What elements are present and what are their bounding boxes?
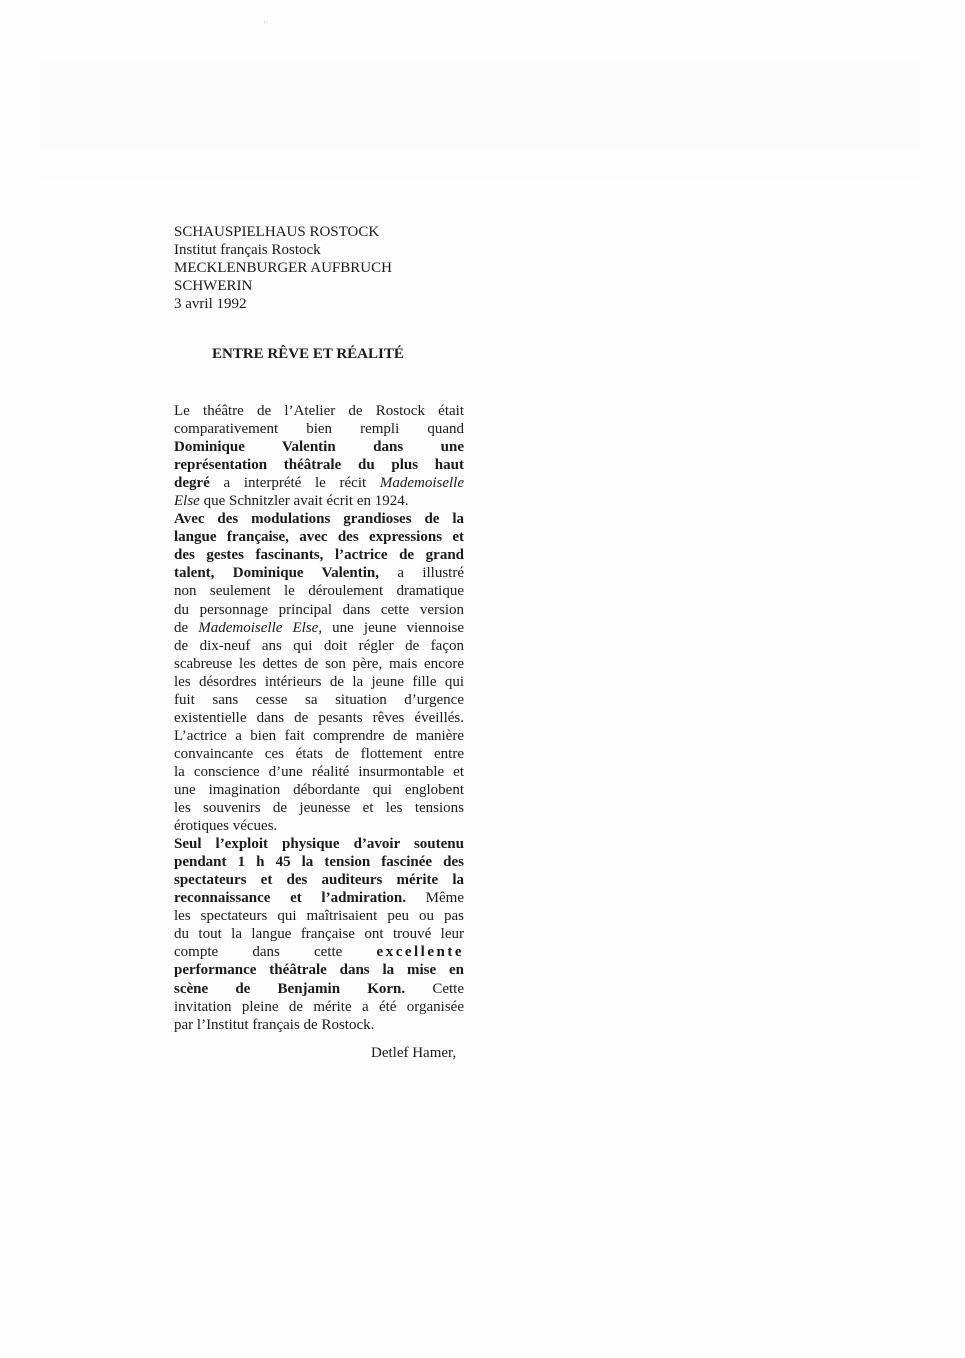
article-text-run: que Schnitzler avait écrit en 1924. [199, 493, 409, 510]
article-text-run: a interprété le récit [209, 475, 380, 492]
article-text-run: du tout la langue française ont trouvé leur [174, 926, 464, 943]
article-line [174, 961, 464, 979]
article-text-run: la conscience d’une réalité insurmontable et [174, 763, 464, 780]
article-line [174, 510, 464, 528]
article-line [174, 601, 464, 619]
header-block [174, 223, 392, 313]
article-line [174, 691, 464, 709]
article-line [174, 492, 464, 510]
article-text-run: invitation pleine de mérite a été organisée [174, 998, 464, 1015]
article-text-run: convaincante ces états de flottement entre [174, 745, 464, 762]
article-text-run: les souvenirs de jeunesse et les tensions [174, 800, 464, 817]
article-text-run: Mademoiselle [379, 475, 464, 492]
header-line-institute: Institut français Rostock [174, 242, 321, 258]
article-text-run: Mademoiselle Else [198, 619, 319, 636]
article-text-run: reconnaissance et l’admiration. [174, 890, 406, 907]
article-line [174, 709, 464, 727]
article-text-run: Même [405, 890, 464, 907]
article-text-run: Else [174, 493, 200, 510]
article-text-run: a illustré [379, 565, 464, 582]
article-line [174, 564, 464, 582]
article-line [174, 637, 464, 655]
bleed-through-shadow [40, 60, 920, 180]
article-line [174, 799, 464, 817]
article-line [174, 853, 464, 871]
article-text-run: degré [174, 475, 210, 492]
article-text-run: compte dans cette [174, 944, 377, 961]
article-line [174, 889, 464, 907]
article-text-run: fuit sans cesse sa situation d’urgence [174, 691, 464, 708]
article-line [174, 420, 464, 438]
article-text-run: Seul l’exploit physique d’avoir soutenu [174, 836, 464, 853]
article-line [174, 402, 464, 420]
header-line-date: 3 avril 1992 [174, 296, 247, 312]
article-line [174, 835, 464, 853]
article-text-run: les spectateurs qui maîtrisaient peu ou pas [174, 908, 464, 925]
article-text-run: de dix-neuf ans qui doit régler de façon [174, 637, 464, 654]
article-line [174, 727, 464, 745]
article-line [174, 456, 464, 474]
article-text-run: représentation théâtrale du plus haut [174, 457, 464, 474]
article-line [174, 871, 464, 889]
article-text-run: par l’Institut français de Rostock. [174, 1016, 375, 1033]
article-text-run: scabreuse les dettes de son père, mais encore [174, 655, 464, 672]
article-line [174, 907, 464, 925]
article-line [174, 528, 464, 546]
article-line [174, 781, 464, 799]
header-line-publication: SCHAUSPIELHAUS ROSTOCK [174, 224, 380, 240]
article-line [174, 655, 464, 673]
article-text-run: langue française, avec des expressions et [174, 529, 464, 546]
article-line [174, 980, 464, 998]
article-text-run: du personnage principal dans cette version [174, 601, 464, 618]
article-text-run: une imagination débordante qui englobent [174, 781, 464, 798]
article-text-run: spectateurs et des auditeurs mérite la [174, 872, 464, 889]
article-text-run: Cette [405, 980, 465, 997]
article-text-run: non seulement le déroulement dramatique [174, 583, 464, 600]
article-text-run: L’actrice a bien fait comprendre de manière [174, 727, 464, 744]
article-text-run: comparativement bien rempli quand [174, 421, 464, 438]
article-line [174, 1016, 464, 1034]
scan-mark: ˙˙ [263, 20, 269, 29]
article-line [174, 619, 464, 637]
article-text-run: Avec des modulations grandioses de la [174, 511, 464, 528]
article-text-run: existentielle dans de pesants rêves éveillés. [174, 709, 464, 726]
article-line [174, 745, 464, 763]
article-line [174, 817, 464, 835]
article-text-run: excellente [376, 944, 464, 961]
article-line [174, 474, 464, 492]
article-text-run: scène de Benjamin Korn. [174, 980, 406, 997]
article-line [174, 673, 464, 691]
author-signature: Detlef Hamer, [371, 1045, 457, 1061]
article-text-run: érotiques vécues. [174, 818, 278, 835]
article-text-run: performance théâtrale dans la mise en [174, 962, 464, 979]
header-line-newspaper: MECKLENBURGER AUFBRUCH [174, 260, 392, 276]
article-line [174, 943, 464, 961]
article-text-run: pendant 1 h 45 la tension fascinée des [174, 854, 464, 871]
article-line [174, 998, 464, 1016]
article-title: ENTRE RÊVE ET RÉALITÉ [212, 346, 404, 362]
article-text-run: les désordres intérieurs de la jeune fille qui [174, 673, 464, 690]
article-text-run: talent, Dominique Valentin, [174, 565, 380, 582]
article-line [174, 925, 464, 943]
article-text-run: Dominique Valentin dans une [174, 439, 464, 456]
header-line-city: SCHWERIN [174, 278, 253, 294]
article-line [174, 582, 464, 600]
article-body [174, 402, 464, 1034]
article-text-run: des gestes fascinants, l’actrice de grand [174, 547, 464, 564]
article-line [174, 438, 464, 456]
article-text-run: , une jeune viennoise [318, 619, 464, 636]
article-line [174, 763, 464, 781]
article-line [174, 546, 464, 564]
article-text-run: de [174, 619, 199, 636]
article-text-run: Le théâtre de l’Atelier de Rostock était [174, 403, 464, 419]
